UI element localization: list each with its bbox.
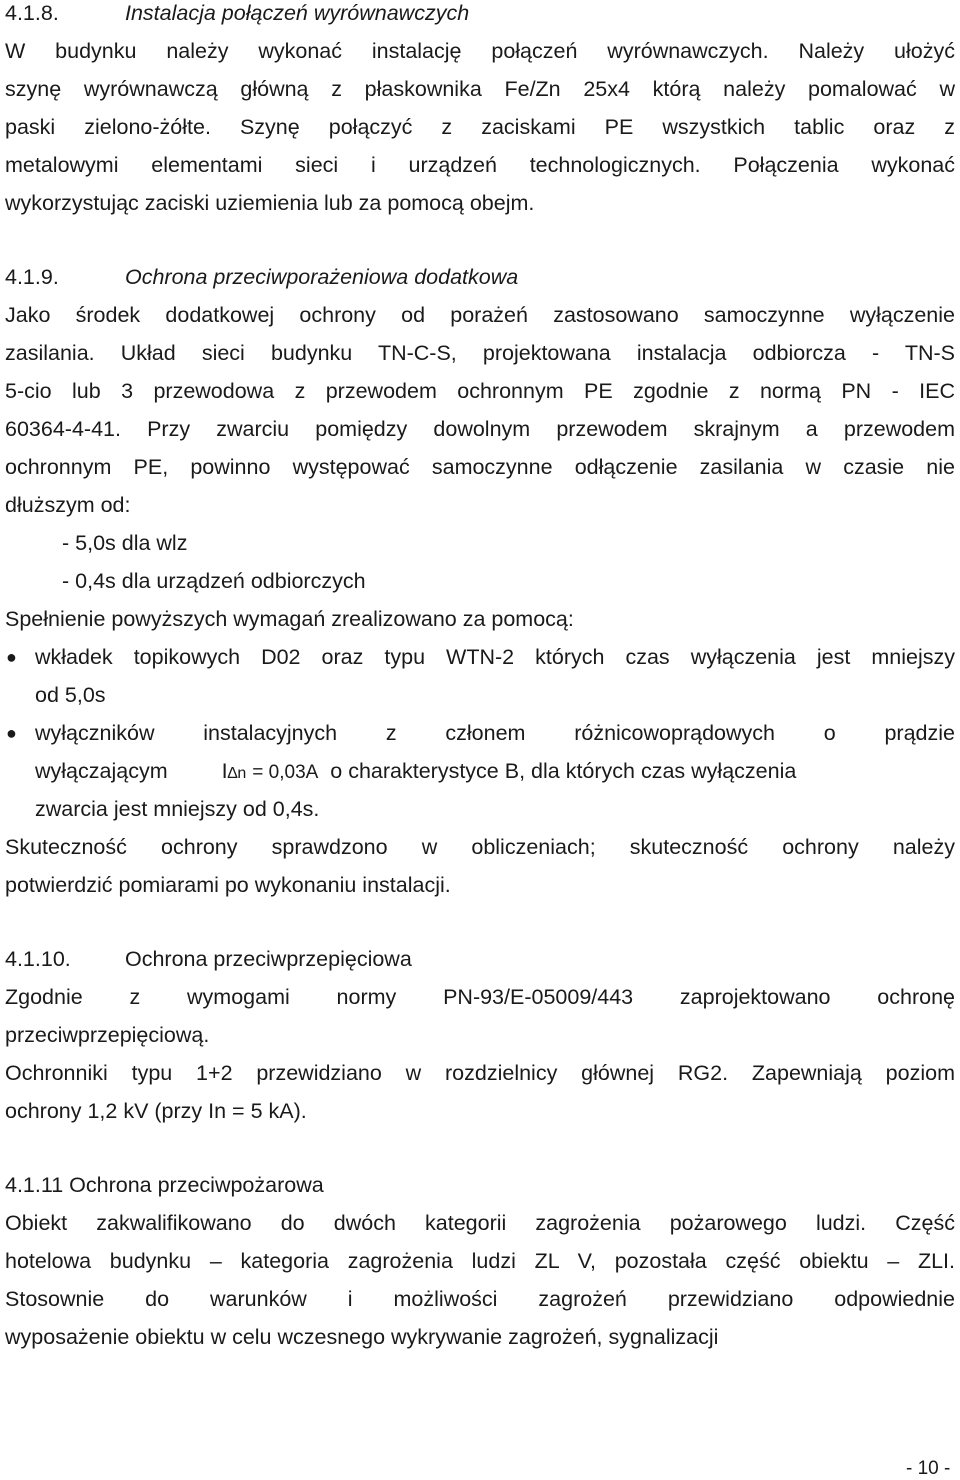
bullet-line-formula [35, 758, 955, 784]
section-title: Instalacja połączeń wyrównawczych [125, 1, 470, 25]
section-heading-4-1-8 [5, 0, 955, 26]
formula-prefix: wyłączającym [35, 759, 168, 783]
formula-value: = 0,03A [252, 762, 319, 783]
paragraph-line: Obiekt zakwalifikowano do dwóch kategorii zagrożenia pożarowego ludzi. Część [5, 1211, 955, 1235]
paragraph-line: ochrony 1,2 kV (przy In = 5 kA). [5, 1099, 307, 1123]
section-number: 4.1.8. [5, 1, 59, 25]
paragraph-line: wyposażenie obiektu w celu wczesnego wykrywanie zagrożeń, sygnalizacji [5, 1325, 719, 1349]
paragraph-line: hotelowa budynku – kategoria zagrożenia ludzi ZL V, pozostała część obiektu – ZLI. [5, 1249, 955, 1273]
section-title: Ochrona przeciwprzepięciowa [125, 947, 412, 971]
paragraph-line: Stosownie do warunków i możliwości zagrożeń przewidziano odpowiednie [5, 1287, 955, 1311]
section-heading-4-1-9 [5, 264, 955, 290]
section-title: Ochrona przeciwporażeniowa dodatkowa [125, 265, 519, 289]
paragraph-line: paski zielono-żółte. Szynę połączyć z zaciskami PE wszystkich tablic oraz z [5, 115, 955, 139]
bullet-line: wyłączników instalacyjnych z członem różnicowoprądowych o prądzie [35, 721, 955, 745]
paragraph-line: Jako środek dodatkowej ochrony od porażeń zastosowano samoczynne wyłączenie [5, 303, 955, 327]
current-symbol: I [221, 759, 228, 783]
section-number: 4.1.9. [5, 265, 59, 289]
paragraph-line: Ochronniki typu 1+2 przewidziano w rozdzielnicy głównej RG2. Zapewniają poziom [5, 1061, 955, 1085]
paragraph-line: potwierdzić pomiarami po wykonaniu instalacji. [5, 873, 451, 897]
formula-suffix: o charakterystyce B, dla których czas wyłączenia [330, 759, 797, 783]
section-heading-4-1-10 [5, 946, 955, 972]
paragraph-line: ochronnym PE, powinno występować samoczynne odłączenie zasilania w czasie nie [5, 455, 955, 479]
subscript: n [237, 765, 247, 782]
bullet-icon: ● [6, 647, 17, 667]
bullet-line: zwarcia jest mniejszy od 0,4s. [35, 797, 320, 821]
paragraph-line: przeciwprzepięciową. [5, 1023, 210, 1047]
paragraph-line: Spełnienie powyższych wymagań zrealizowano za pomocą: [5, 607, 574, 631]
paragraph-line: 60364-4-41. Przy zwarciu pomiędzy dowolnym przewodem skrajnym a przewodem [5, 417, 955, 441]
dash-list-item: - 5,0s dla wlz [62, 531, 188, 555]
bullet-line: od 5,0s [35, 683, 106, 707]
paragraph-line: 5-cio lub 3 przewodowa z przewodem ochronnym PE zgodnie z normą PN - IEC [5, 379, 955, 403]
dash-list-item: - 0,4s dla urządzeń odbiorczych [62, 569, 366, 593]
paragraph-line: Zgodnie z wymogami normy PN-93/E-05009/443 zaprojektowano ochronę [5, 985, 955, 1009]
page-number: - 10 - [906, 1458, 951, 1479]
bullet-icon: ● [6, 723, 17, 743]
paragraph-line: metalowymi elementami sieci i urządzeń technologicznych. Połączenia wykonać [5, 153, 955, 177]
paragraph-line: szynę wyrównawczą główną z płaskownika Fe/Zn 25x4 którą należy pomalować w [5, 77, 955, 101]
paragraph-line: wykorzystując zaciski uziemienia lub za pomocą obejm. [5, 191, 535, 215]
bullet-line: wkładek topikowych D02 oraz typu WTN-2 których czas wyłączenia jest mniejszy [35, 645, 955, 669]
paragraph-line: zasilania. Układ sieci budynku TN-C-S, projektowana instalacja odbiorcza - TN-S [5, 341, 955, 365]
delta-symbol: ∆ [227, 765, 238, 782]
section-heading-4-1-11: 4.1.11 Ochrona przeciwpożarowa [5, 1173, 324, 1197]
paragraph-line: Skuteczność ochrony sprawdzono w obliczeniach; skuteczność ochrony należy [5, 835, 955, 859]
section-number: 4.1.10. [5, 947, 71, 971]
paragraph-line: W budynku należy wykonać instalację połączeń wyrównawczych. Należy ułożyć [5, 39, 955, 63]
paragraph-line: dłuższym od: [5, 493, 131, 517]
